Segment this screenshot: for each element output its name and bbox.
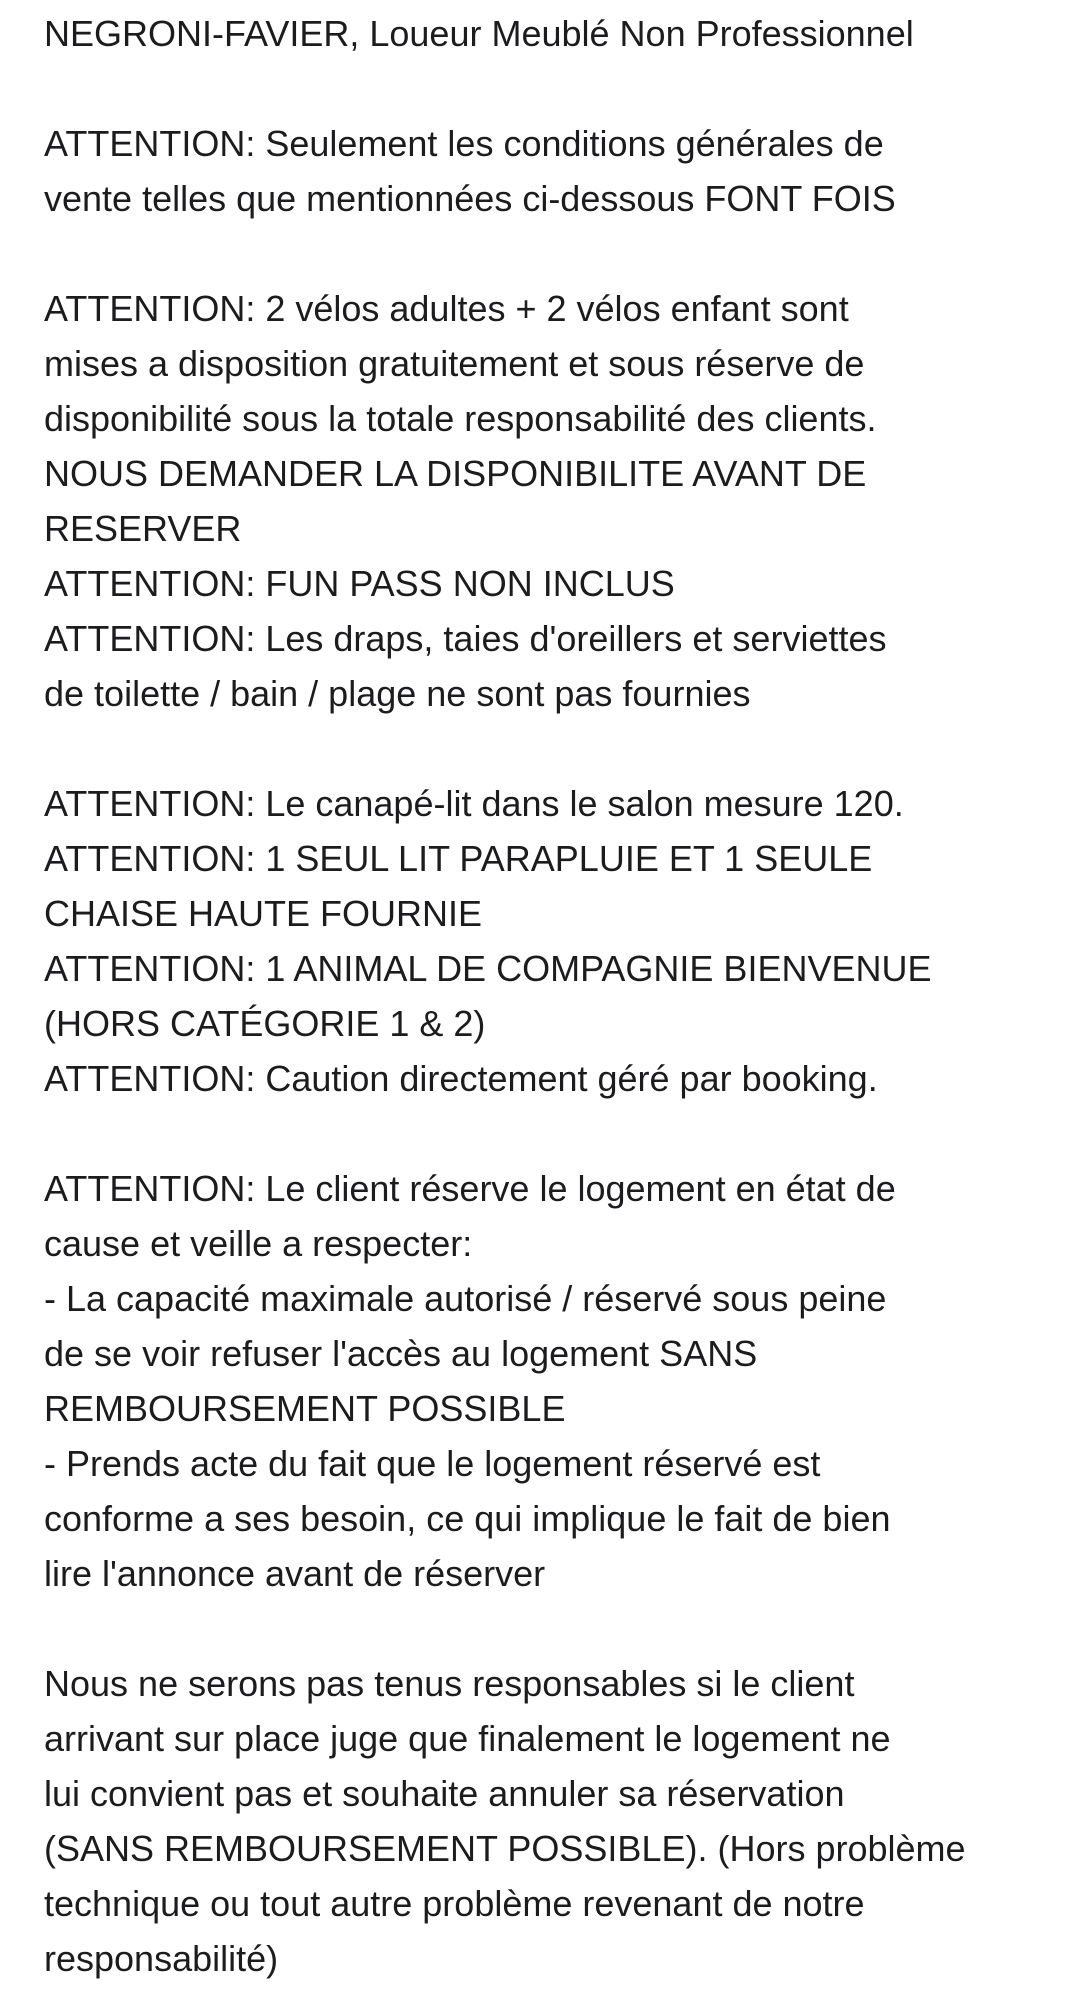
document-line: ATTENTION: Le client réserve le logement en état de [44,1168,896,1209]
blank-line [44,61,1044,116]
document-line: - Prends acte du fait que le logement réservé est [44,1443,821,1484]
blank-line [44,1106,1044,1161]
document-line: de toilette / bain / plage ne sont pas fournies [44,673,751,714]
document-line: responsabilité) [44,1938,279,1979]
document-line: ATTENTION: Le canapé-lit dans le salon mesure 120. [44,783,904,824]
document-line: NEGRONI-FAVIER, Loueur Meublé Non Professionnel [44,13,914,54]
document-line: lire l'annonce avant de réserver [44,1553,546,1594]
blank-line [44,721,1044,776]
document-line: (SANS REMBOURSEMENT POSSIBLE). (Hors problème [44,1828,966,1869]
document-line: de se voir refuser l'accès au logement SANS [44,1333,758,1374]
document-line: technique ou tout autre problème revenant de notre [44,1883,865,1924]
document-line: cause et veille a respecter: [44,1223,473,1264]
document-line: Nous ne serons pas tenus responsables si le client [44,1663,855,1704]
document-line: RESERVER [44,508,242,549]
document-line: ATTENTION: 1 SEUL LIT PARAPLUIE ET 1 SEULE [44,838,873,879]
document-line: - La capacité maximale autorisé / réservé sous peine [44,1278,887,1319]
document-line: ATTENTION: FUN PASS NON INCLUS [44,563,675,604]
blank-line [44,1601,1044,1656]
document-line: ATTENTION: 1 ANIMAL DE COMPAGNIE BIENVENUE [44,948,932,989]
document-line: (HORS CATÉGORIE 1 & 2) [44,1003,486,1044]
document-line: mises a disposition gratuitement et sous réserve de [44,343,865,384]
document-line: vente telles que mentionnées ci-dessous FONT FOIS [44,178,896,219]
document-line: ATTENTION: Seulement les conditions générales de [44,123,884,164]
document-line: arrivant sur place juge que finalement le logement ne [44,1718,891,1759]
document-line: ATTENTION: Caution directement géré par booking. [44,1058,878,1099]
document-line: ATTENTION: Les draps, taies d'oreillers et serviettes [44,618,887,659]
document-line: REMBOURSEMENT POSSIBLE [44,1388,566,1429]
document-line: lui convient pas et souhaite annuler sa réservation [44,1773,845,1814]
document-line: NOUS DEMANDER LA DISPONIBILITE AVANT DE [44,453,867,494]
document-line: conforme a ses besoin, ce qui implique le fait de bien [44,1498,891,1539]
document-line: ATTENTION: 2 vélos adultes + 2 vélos enfant sont [44,288,849,329]
document-body [44,6,1044,1986]
document-line: disponibilité sous la totale responsabilité des clients. [44,398,877,439]
blank-line [44,226,1044,281]
document-line: CHAISE HAUTE FOURNIE [44,893,483,934]
